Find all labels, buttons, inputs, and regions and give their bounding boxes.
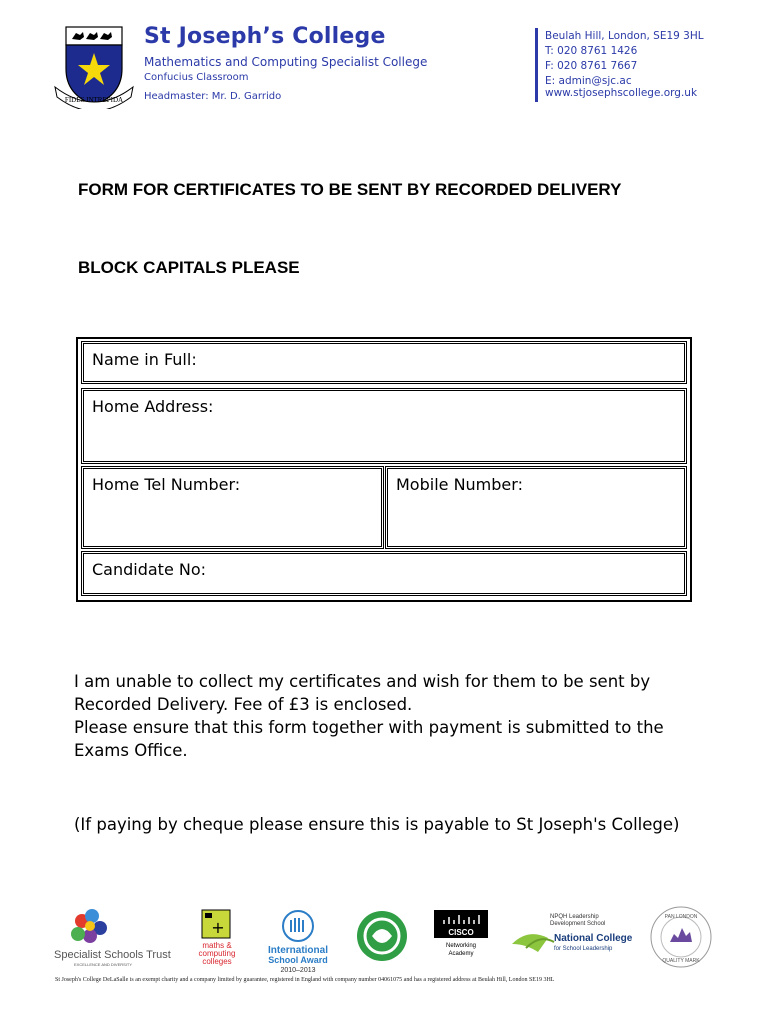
candidate-label: Candidate No:: [92, 560, 207, 579]
specialist-schools-trust-logo: [52, 906, 187, 968]
school-crest: [52, 25, 136, 109]
cheque-note: (If paying by cheque please ensure this is payable to St Joseph's College): [74, 815, 680, 834]
address-field[interactable]: [81, 388, 687, 464]
cisco-wordmark: CISCO: [448, 928, 474, 937]
isa-years: 2010–2013: [280, 967, 316, 974]
maths-label-3: colleges: [202, 957, 232, 966]
cisco-sub-2: Academy: [448, 951, 474, 957]
contact-divider: [535, 28, 538, 102]
pan-london-top: PAN LONDON: [664, 914, 698, 920]
name-field[interactable]: [81, 341, 687, 384]
address-label: Home Address:: [92, 397, 214, 416]
cisco-sub-1: Networking: [445, 943, 477, 949]
body-line-2: Recorded Delivery. Fee of £3 is enclosed.: [74, 695, 413, 714]
nc-top-1: NPQH Leadership: [550, 914, 599, 920]
body-line-3: Please ensure that this form together with payment is submitted to the: [74, 718, 664, 737]
school-name: St Joseph’s College: [144, 24, 386, 49]
maths-label-1: maths &: [202, 941, 232, 950]
pan-london-quality-mark-logo: [648, 904, 714, 970]
candidate-field[interactable]: [81, 551, 687, 596]
crest-motto: FIDES INTREPIDA: [64, 96, 124, 104]
maths-computing-logo: [192, 908, 242, 970]
maths-label-2: computing: [198, 949, 236, 958]
confucius-classroom-logo: [354, 908, 410, 964]
mobile-field[interactable]: [385, 466, 687, 549]
legal-footer: St Joseph's College DeLaSalle is an exempt charity and a company limited by guarantee, registered in England with company number 04061075 and has a registered address at Beulah Hill, London SE19 3HL: [55, 977, 555, 983]
body-line-4: Exams Office.: [74, 741, 188, 760]
sst-name: Specialist Schools Trust: [54, 949, 171, 961]
nc-top-2: Development School: [550, 921, 606, 927]
headmaster-line: Headmaster: Mr. D. Garrido: [144, 91, 282, 102]
pan-london-bottom: QUALITY MARK: [662, 958, 700, 964]
contact-email[interactable]: E: admin@sjc.ac: [545, 75, 632, 87]
sst-tagline: EXCELLENCE AND DIVERSITY: [74, 962, 133, 967]
international-school-award-logo: [258, 908, 338, 974]
home-tel-label: Home Tel Number:: [92, 475, 241, 494]
block-capitals-note: BLOCK CAPITALS PLEASE: [78, 258, 300, 277]
isa-label-1: International: [267, 945, 329, 956]
mobile-label: Mobile Number:: [396, 475, 523, 494]
home-tel-field[interactable]: [81, 466, 384, 549]
contact-address: Beulah Hill, London, SE19 3HL: [545, 30, 704, 42]
body-line-1: I am unable to collect my certificates and wish for them to be sent by: [74, 672, 651, 691]
isa-label-2: School Award: [268, 955, 328, 965]
name-label: Name in Full:: [92, 350, 197, 369]
national-college-logo: [508, 908, 638, 964]
confucius-line: Confucius Classroom: [144, 72, 249, 83]
school-subtitle: Mathematics and Computing Specialist College: [144, 55, 428, 69]
nc-sub: for School Leadership: [554, 946, 613, 952]
svg-text:+: +: [211, 918, 225, 937]
nc-name: National College: [554, 933, 633, 944]
contact-website[interactable]: www.stjosephscollege.org.uk: [545, 87, 698, 99]
contact-tel: T: 020 8761 1426: [545, 45, 638, 57]
contact-fax: F: 020 8761 7667: [545, 60, 638, 72]
form-title: FORM FOR CERTIFICATES TO BE SENT BY RECORDED DELIVERY: [78, 180, 622, 199]
cisco-networking-academy-logo: [432, 910, 490, 960]
